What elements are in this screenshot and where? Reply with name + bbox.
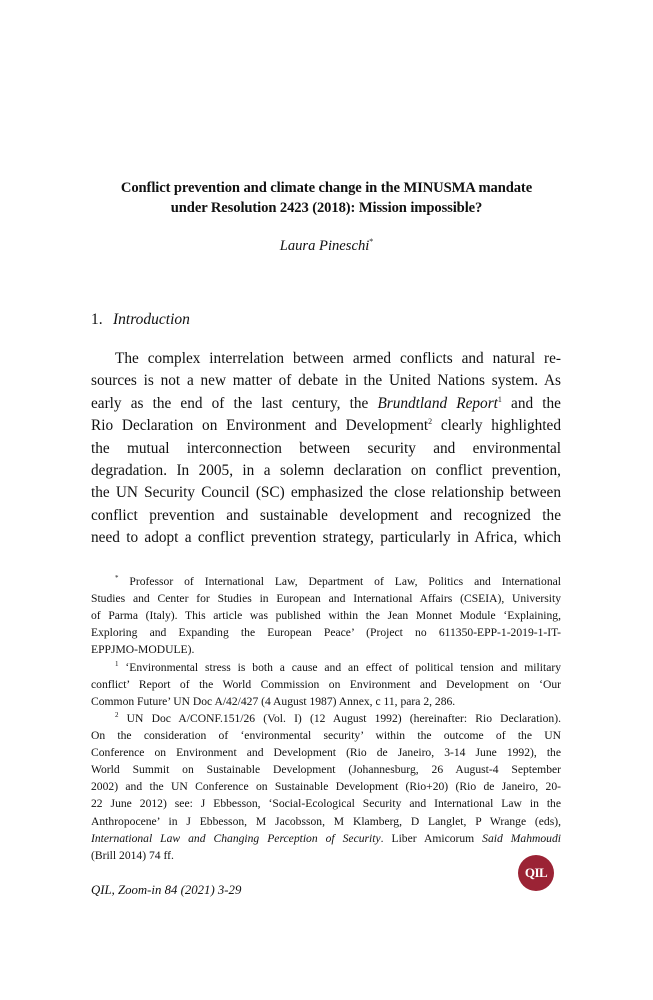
body-line: the mutual interconnection between security and environmental — [91, 439, 561, 457]
footnote-line: (Brill 2014) 74 ff. — [91, 848, 174, 862]
book-title: International Law and Changing Perception of Security — [91, 831, 381, 845]
journal-citation: QIL, Zoom-in 84 (2021) 3-29 — [91, 883, 242, 897]
footnote-line: Common Future’ UN Doc A/42/427 (4 August 1987) Annex, c 11, para 2, 286. — [91, 695, 456, 709]
footnote-line: 2002) and the UN Conference on Sustainable Development (Rio+20) (Rio de Janeiro, 20- — [91, 780, 561, 794]
footnote-line: World Summit on Sustainable Development (Johannesburg, 26 August-4 September — [91, 763, 561, 777]
footnote-mark: 2 — [115, 711, 119, 719]
section-number: 1. — [91, 311, 103, 328]
footnote-line: 22 June 2012) see: J Ebbesson, ‘Social-Ecological Security and International Law in the — [91, 797, 561, 811]
footnote-line: EPPJMO-MODULE). — [91, 643, 195, 657]
body-line — [91, 415, 561, 437]
title-line: Conflict prevention and climate change in the MINUSMA mandate — [120, 180, 533, 196]
title-line: under Resolution 2423 (2018): Mission impossible? — [170, 200, 483, 216]
author-name — [88, 233, 565, 255]
body-line: need to adopt a conflict prevention strategy, particularly in Africa, which — [91, 529, 561, 547]
body-line: conflict prevention and sustainable development and recognized the — [91, 506, 561, 524]
footnote-line — [91, 659, 561, 676]
footnote-text: . Liber Amicorum — [380, 831, 483, 845]
body-text: clearly highlighted — [432, 417, 561, 435]
author-footnote-mark[interactable]: * — [369, 237, 374, 246]
footnote-line — [91, 830, 561, 847]
body-text: Rio Declaration on Environment and Development — [91, 417, 429, 435]
footnote-author — [91, 573, 561, 658]
body-text: early as the end of the last century, the — [91, 394, 378, 412]
footnote-mark: 1 — [115, 660, 119, 668]
footnote-line: Conference on Environment and Development (Rio de Janeiro, 3-14 June 1992), the — [91, 746, 561, 760]
logo-text: QIL — [524, 865, 548, 880]
article-title — [88, 178, 565, 218]
footnote-line: Studies and Center for Studies in European and International Affairs (CSEIA), University — [91, 592, 561, 606]
footnote-line: Exploring and Expanding the European Peace’ (Project no 611350-EPP-1-2019-1-IT- — [91, 626, 561, 640]
footnote-text: UN Doc A/CONF.151/26 (Vol. I) (12 August 1992) (hereinafter: Rio Declaration). — [118, 712, 561, 725]
body-line: sources is not a new matter of debate in the United Nations system. As — [91, 372, 561, 390]
footnote-mark: * — [115, 574, 119, 582]
body-text: and the — [501, 394, 561, 412]
section-heading — [91, 310, 190, 330]
footnote-text: Professor of International Law, Department of Law, Politics and International — [118, 575, 561, 588]
body-line — [91, 393, 561, 415]
body-line: The complex interrelation between armed conflicts and natural re- — [115, 350, 561, 367]
honoree-name: Said Mahmoudi — [482, 831, 561, 845]
footnote-text: ‘Environmental stress is both a cause and an effect of political tension and military — [118, 661, 561, 674]
footnote-2 — [91, 710, 561, 864]
footnote-line: Anthropocene’ in J Ebbesson, M Jacobsson, M Klamberg, D Langlet, P Wrange (eds), — [91, 814, 561, 828]
footnote-line — [91, 573, 561, 590]
body-line: the UN Security Council (SC) emphasized the close relationship between — [91, 484, 561, 502]
footnote-1 — [91, 659, 561, 710]
footnote-line: of Parma (Italy). This article was published within the Jean Monnet Module ‘Explaining, — [91, 609, 561, 623]
body-paragraph — [91, 348, 561, 550]
footnote-ref-2[interactable]: 2 — [428, 417, 433, 427]
footnote-line: conflict’ Report of the World Commission on Environment and Development on ‘Our — [91, 678, 561, 692]
body-line: degradation. In 2005, in a solemn declaration on conflict prevention, — [91, 461, 561, 479]
qil-logo — [518, 855, 554, 891]
section-title: Introduction — [113, 311, 190, 328]
brundtland-report-title: Brundtland Report — [377, 394, 498, 412]
footnote-ref-1[interactable]: 1 — [497, 394, 502, 404]
footnote-line: On the consideration of ‘environmental security’ within the outcome of the UN — [91, 729, 561, 743]
author-text: Laura Pineschi — [279, 238, 370, 254]
footnote-line — [91, 710, 561, 727]
